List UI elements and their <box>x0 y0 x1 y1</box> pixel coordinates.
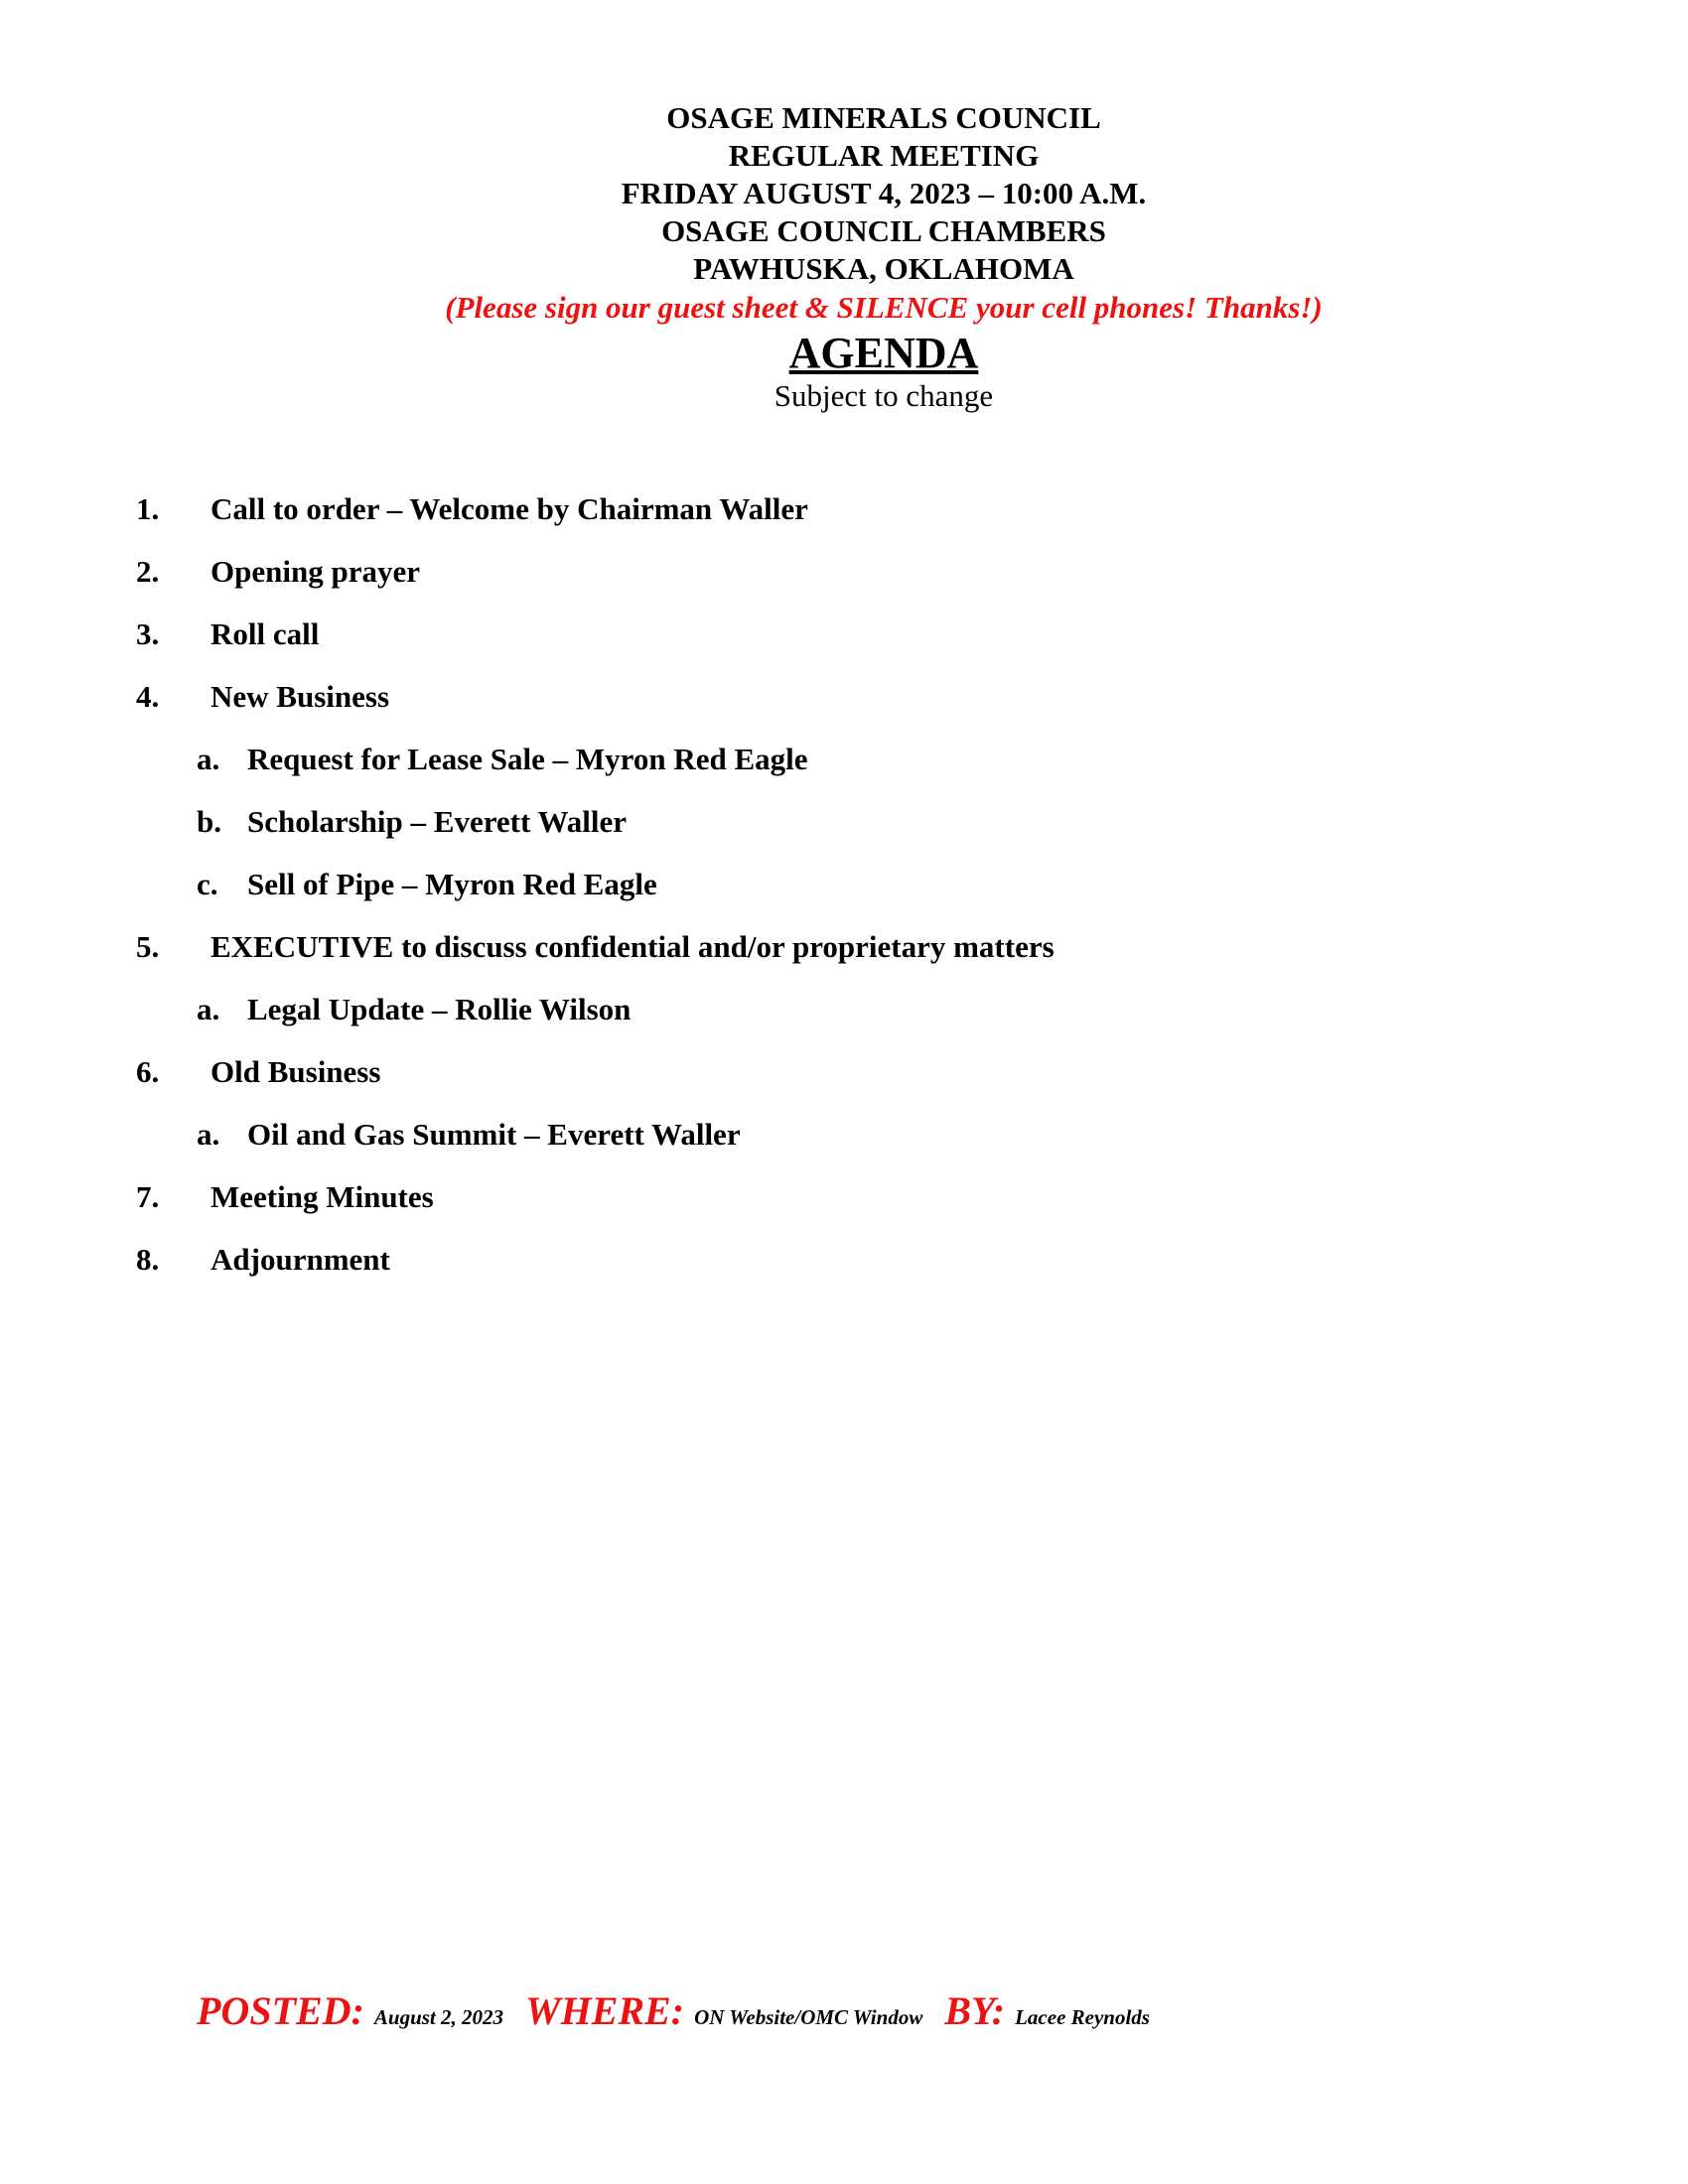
agenda-item <box>0 1178 1589 1241</box>
agenda-subitem-label: Scholarship – Everett Waller <box>247 804 628 839</box>
agenda-subitem <box>0 1116 1589 1178</box>
posted-label: POSTED: <box>197 1988 364 2033</box>
posting-footer <box>197 1987 1168 2034</box>
where-label: WHERE: <box>525 1988 685 2033</box>
by-value: Lacee Reynolds <box>1015 2005 1150 2029</box>
agenda-subitem <box>0 866 1589 928</box>
agenda-item <box>0 553 1589 615</box>
agenda-item-label: Opening prayer <box>211 554 420 589</box>
agenda-subitem <box>0 991 1589 1053</box>
agenda-item-number: 2. <box>136 554 160 589</box>
agenda-item <box>0 615 1589 678</box>
agenda-subitem-label: Sell of Pipe – Myron Red Eagle <box>247 867 657 901</box>
agenda-item-number: 1. <box>136 491 160 526</box>
agenda-item-label: Call to order – Welcome by Chairman Waller <box>211 491 808 526</box>
agenda-item-number: 3. <box>136 616 160 651</box>
agenda-subitem-letter: a. <box>197 992 220 1026</box>
agenda-item <box>0 678 1589 741</box>
meeting-date-time: FRIDAY AUGUST 4, 2023 – 10:00 A.M. <box>621 176 1147 210</box>
agenda-item <box>0 1053 1589 1116</box>
meeting-city: PAWHUSKA, OKLAHOMA <box>693 251 1074 286</box>
agenda-subitem-letter: b. <box>197 804 221 839</box>
council-name: OSAGE MINERALS COUNCIL <box>666 100 1101 135</box>
agenda-subitem-label: Legal Update – Rollie Wilson <box>247 992 632 1026</box>
agenda-subitem-letter: a. <box>197 1117 220 1152</box>
agenda-subitem-label: Request for Lease Sale – Myron Red Eagle <box>247 742 808 776</box>
agenda-item-number: 6. <box>136 1054 160 1089</box>
agenda-list <box>0 490 1589 1303</box>
agenda-item-label: Adjournment <box>211 1242 390 1277</box>
agenda-subtitle: Subject to change <box>774 378 994 413</box>
agenda-subitem-letter: c. <box>197 867 218 901</box>
agenda-subitem <box>0 803 1589 866</box>
agenda-subitem-label: Oil and Gas Summit – Everett Waller <box>247 1117 741 1152</box>
posted-date: August 2, 2023 <box>373 2005 504 2029</box>
agenda-item-number: 8. <box>136 1242 160 1277</box>
meeting-type: REGULAR MEETING <box>728 138 1040 173</box>
by-label: BY: <box>944 1988 1006 2033</box>
agenda-item-label: Meeting Minutes <box>211 1179 434 1214</box>
agenda-title: AGENDA <box>788 329 979 377</box>
agenda-item <box>0 928 1589 991</box>
agenda-item <box>0 490 1589 553</box>
document-header <box>0 99 1688 415</box>
meeting-location: OSAGE COUNCIL CHAMBERS <box>661 213 1106 248</box>
agenda-item-number: 7. <box>136 1179 160 1214</box>
agenda-item-label: New Business <box>211 679 390 714</box>
agenda-item-label: Old Business <box>211 1054 381 1089</box>
agenda-item <box>0 1241 1589 1303</box>
agenda-item-label: EXECUTIVE to discuss confidential and/or proprietary matters <box>211 929 1055 964</box>
agenda-item-label: Roll call <box>211 616 320 651</box>
agenda-item-number: 5. <box>136 929 160 964</box>
guest-notice: (Please sign our guest sheet & SILENCE your cell phones! Thanks!) <box>445 290 1323 325</box>
agenda-subitem-letter: a. <box>197 742 220 776</box>
agenda-item-number: 4. <box>136 679 160 714</box>
agenda-subitem <box>0 741 1589 803</box>
where-value: ON Website/OMC Window <box>694 2005 923 2029</box>
